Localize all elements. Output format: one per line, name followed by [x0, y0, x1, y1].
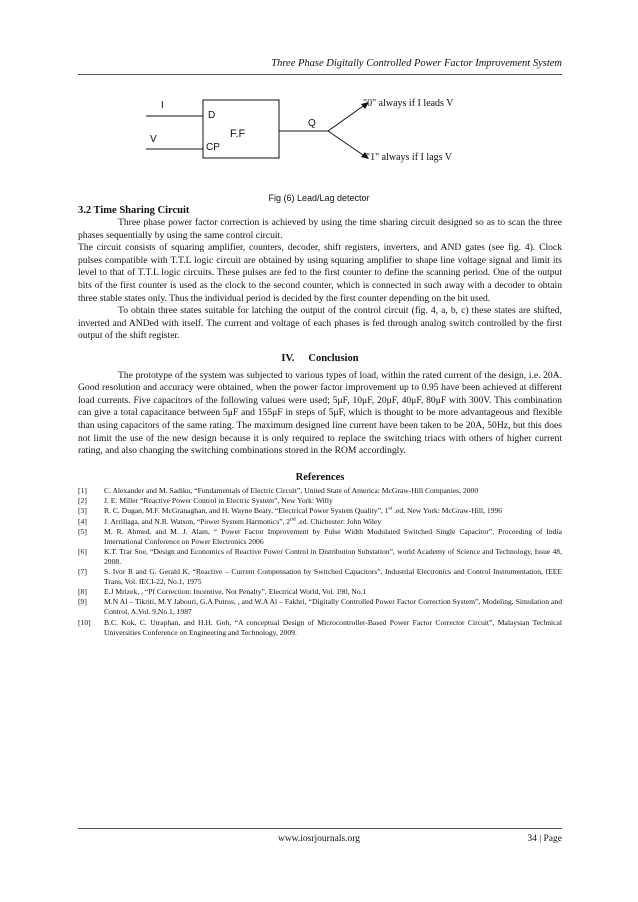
reference-number: [8] — [78, 587, 87, 597]
reference-text: K.T. Trar Soe, “Design and Economics of Reactive Power Control in Distribution Substation”, world Academy of Science and Technology, Issue 48, 2008. — [104, 546, 562, 566]
reference-text: M.N Al – Tikriti, M.Y Jabouri, G.A Putrus, , and W.A Al – Fakhri, “Digitally Controlled Power Factor Correction System”, Modeling, Simulation and Control, A,Vol. 9,No.1, 1987 — [104, 597, 562, 617]
reference-item — [78, 506, 562, 516]
reference-item — [78, 618, 562, 638]
footer-rule — [78, 828, 562, 829]
output-lag-label: "1" always if I lags V — [366, 152, 453, 163]
output-lead-label: "0" always if I leads V — [363, 98, 454, 109]
input-v-label: V — [150, 134, 157, 145]
paragraph: The circuit consists of squaring amplifier, counters, decoder, shift registers, inverters, and AND gates (see fig. 4). Clock pulses compatible with T.T.L logic circuit are obtained by using squaring amplifier to shape line voltage signal and limit its level to that of T.T.L logic circuits. These pulses are fed to the first counter to define the scanning period. One of the output bits of the first counter is used as the clock to the second counter, which is connected in such away with a decoder to obtain three stable states only. Thus the individual period is decided by the first counter depending on the bit used. — [78, 242, 562, 304]
reference-superscript: st — [388, 505, 393, 512]
section-title: 3.2 Time Sharing Circuit — [78, 205, 190, 216]
conclusion-heading — [78, 353, 562, 366]
references-heading: References — [295, 471, 345, 483]
pin-cp-label: CP — [206, 142, 220, 153]
reference-number: [7] — [78, 567, 87, 577]
footer-website: www.iosrjournals.org — [277, 834, 361, 844]
reference-text: E.J Mrizek, , “Pf Correction: Incentive, Not Penalty”, Electrical World, Vol. 190, No.1 — [104, 587, 367, 597]
main-body — [78, 204, 562, 638]
reference-number: [9] — [78, 597, 87, 607]
figure-caption: Fig (6) Lead/Lag detector — [268, 193, 370, 203]
paragraph: To obtain three states suitable for latching the output of the control circuit (fig. 4, a, b, c) these states are shifted, inverted and ANDed with itself. The current and voltage of each phases is fed through analog switch controlled by the first output of the shift register. — [78, 305, 562, 342]
reference-text: B.C. Kok, C. Utraphan, and H.H. Goh, “A conceptual Design of Microcontroller-Based Power Factor Corrector Circuit”, Malaysian Technical Universities Conference on Engineering and Technology, 2009. — [104, 617, 562, 637]
reference-item — [78, 547, 562, 567]
reference-number: [4] — [78, 516, 87, 526]
reference-text: S. Ivor R and G. Gerald K, “Reactive – Current Compensation by Switched Capacitors”, Industrial Electronics and Control Instrumentation, IEEE Trans, Vol. IECI-22, No.1, 1975 — [104, 567, 562, 587]
reference-item — [78, 496, 562, 506]
running-header: Three Phase Digitally Controlled Power Factor Improvement System — [271, 58, 562, 69]
paragraph: Three phase power factor correction is achieved by using the time sharing circuit designed so as to scan the three phases sequentially by using the same control circuit. — [78, 217, 562, 241]
reference-number: [2] — [78, 496, 87, 506]
reference-text: C. Alexander and M. Sadiku, “Fundamentals of Electric Circuit”, United State of America: McGraw-Hill Companies, 2000 — [104, 486, 479, 496]
page-number: 34 | Page — [527, 834, 562, 844]
reference-item — [78, 587, 562, 597]
reference-item — [78, 567, 562, 587]
reference-number: [3] — [78, 506, 87, 516]
reference-text: J. E. Miller “Reactive Power Control in Electric System”, New York: Willy — [104, 496, 333, 506]
reference-item — [78, 517, 562, 527]
reference-item — [78, 527, 562, 547]
reference-text — [104, 506, 562, 516]
reference-text-part: R. C. Dugan, M.F. McGranaghan, and H. Wayne Beaty, “Electrical Power System Quality”, 1 — [104, 506, 389, 516]
reference-number: [10] — [78, 617, 91, 627]
input-i-label: I — [161, 100, 164, 111]
paragraph: The prototype of the system was subjected to various types of load, within the rated current of the design, i.e. 20A. Good resolution and accuracy were obtained, when the power factor improvement up to 0.95 have been achieved at different load currents. Five capacitors of the following values were used; 5μF, 10μF, 20μF, 40μF, 80μF with 300V. This combination can give a total capacitance between 5μF and 155μF in steps of 5μF, which is thought to be more advantageous and flexible than using capacitors of the same rating. The maximum designed line current have been taken to be 20A, 50Hz, but this does not limit the use of the new design because it is only required to replace the switching triacs with others of higher current rating, and also changing the switching combinations stored in the ROM accordingly. — [78, 369, 562, 457]
reference-text: M. R. Ahmed, and M. J. Alam, “ Power Factor Improvement by Pulse Width Modulated Switched Single Capacitor”, Proceeding of India International Conference on Power Electronics 2006 — [104, 526, 562, 546]
reference-number: [5] — [78, 526, 87, 536]
reference-item — [78, 486, 562, 496]
reference-number: [6] — [78, 546, 87, 556]
section-number: IV. — [281, 352, 295, 364]
reference-item — [78, 597, 562, 617]
branch-upper-line — [328, 104, 366, 131]
reference-text-part: .ed, New York: McGraw-Hill, 1996 — [392, 506, 503, 516]
section-heading-text: Conclusion — [308, 352, 359, 364]
flip-flop-label: F.F — [230, 128, 246, 140]
pin-d-label: D — [208, 110, 216, 121]
reference-text-part: .ed. Chichester: John Wiley — [295, 516, 382, 526]
reference-number: [1] — [78, 486, 87, 496]
output-q-label: Q — [308, 118, 316, 129]
reference-superscript: nd — [290, 516, 296, 523]
lead-lag-detector-diagram — [0, 0, 638, 200]
reference-text-part: J. Arrillaga, and N.R. Watson, “Power System Harmonics”, 2 — [104, 516, 291, 526]
branch-lower-line — [328, 131, 366, 157]
references-list — [78, 486, 562, 637]
reference-text — [104, 517, 562, 527]
